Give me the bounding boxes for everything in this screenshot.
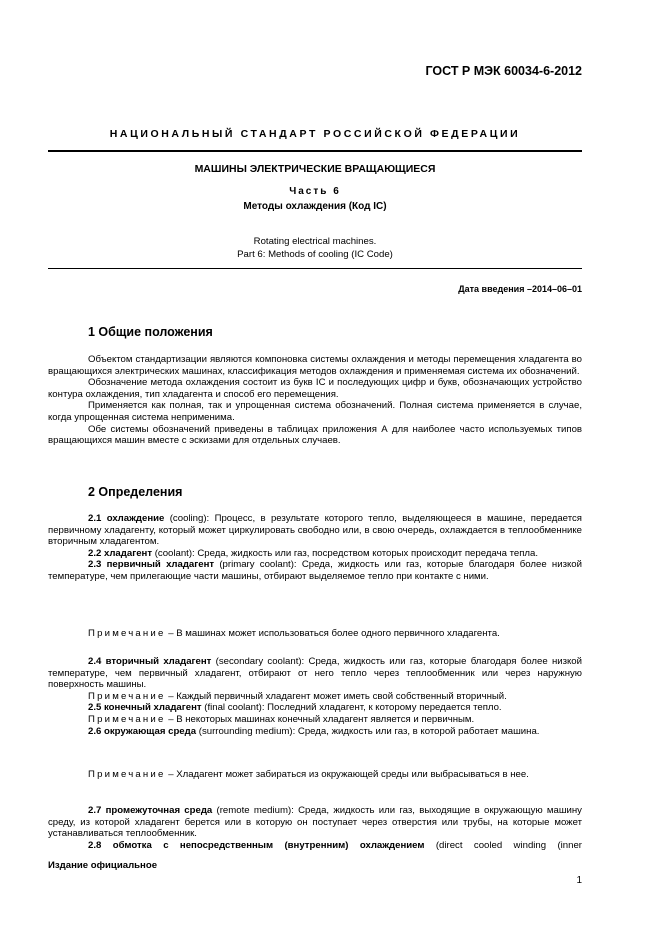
note-text: – В некоторых машинах конечный хладагент является и первичным. — [165, 713, 475, 725]
definition-text: (cooling): Процесс, в результате которого тепло, выделяющееся в машине, передается первичному хладагенту, который может циркулировать свободно или, в свою очередь, охлаждается в теплообменнике вторичным хладагентом. — [48, 513, 582, 548]
definition-term: 2.6 окружающая среда — [88, 725, 197, 737]
note-label: Примечание — [88, 769, 166, 780]
definitions-block-b — [48, 656, 582, 737]
middle-rule — [48, 268, 582, 269]
note-text: – В машинах может использоваться более одного первичного хладагента. — [165, 628, 500, 639]
section-1-body — [48, 354, 582, 447]
definition-2-1 — [48, 513, 582, 548]
definition-2-5 — [48, 702, 582, 714]
definition-text: (final coolant): Последний хладагент, к которому передается тепло. — [201, 702, 502, 714]
definition-2-2 — [48, 548, 582, 560]
definition-term: 2.1 охлаждение — [88, 513, 165, 524]
national-standard-title: НАЦИОНАЛЬНЫЙ СТАНДАРТ РОССИЙСКОЙ ФЕДЕРАЦИИ — [109, 128, 521, 140]
note-3 — [48, 714, 582, 726]
paragraph: Обе системы обозначений приведены в таблицах приложения А для наиболее часто используемых типов вращающихся машин вместе с эскизами для отдельных случаев. — [48, 423, 582, 447]
section-1-heading: 1 Общие положения — [88, 325, 213, 339]
paragraph: Обозначение метода охлаждения состоит из букв IC и последующих цифр и букв, обозначающих устройство контура охлаждения, тип хладагента и способ его перемещения. — [48, 377, 582, 400]
official-edition-label: Издание официальное — [48, 860, 158, 871]
note-2 — [48, 691, 582, 703]
section-2-heading: 2 Определения — [88, 485, 183, 499]
note-text: – Хладагент может забираться из окружающей среды или выбрасываться в нее. — [165, 769, 529, 780]
note-label: Примечание — [88, 713, 166, 725]
page-number: 1 — [576, 875, 582, 886]
english-title-line-2: Part 6: Methods of cooling (IC Code) — [237, 249, 393, 260]
part-label: Часть 6 — [289, 186, 341, 197]
definition-2-8 — [48, 840, 582, 852]
document-subtitle: Методы охлаждения (Код IC) — [243, 201, 387, 212]
introduction-date: Дата введения –2014–06–01 — [458, 284, 582, 294]
definition-text: (coolant): Среда, жидкость или газ, посредством которых происходит передача тепла. — [152, 547, 538, 559]
definition-term: 2.5 конечный хладагент — [88, 702, 202, 714]
definition-text: (direct cooled winding (inner — [424, 839, 583, 851]
note-text: – Каждый первичный хладагент может иметь свой собственный вторичный. — [165, 690, 507, 702]
note-label: Примечание — [88, 628, 166, 639]
definitions-block-a — [48, 513, 582, 583]
definition-term: 2.2 хладагент — [88, 547, 153, 559]
definition-text: (surrounding medium): Среда, жидкость или газ, в которой работает машина. — [196, 725, 540, 737]
definition-term: 2.8 обмотка с непосредственным (внутренним) охлаждением — [88, 839, 425, 851]
definition-text: (primary coolant): Среда, жидкость или газ, которые благодаря более низкой температуре, чем прилегающие части машины, отбирают выделяемое тепло при контакте с ними. — [48, 559, 582, 582]
note-4 — [48, 769, 582, 781]
definition-2-7 — [48, 805, 582, 840]
standard-number: ГОСТ Р МЭК 60034-6-2012 — [425, 64, 582, 78]
definition-2-4 — [48, 656, 582, 691]
paragraph: Применяется как полная, так и упрощенная система обозначений. Полная система применяется в случае, когда упрощенная система неприменима. — [48, 400, 582, 423]
definition-2-6 — [48, 726, 582, 738]
definition-text: (remote medium): Среда, жидкость или газ, выходящие в окружающую машину среду, из которой хладагент берется или в которую он поступает через отверстия или трубы, на которые может устанавливаться теплообменник. — [48, 805, 582, 840]
note-1 — [48, 628, 582, 640]
definition-term: 2.3 первичный хладагент — [88, 559, 215, 571]
definition-term: 2.4 вторичный хладагент — [88, 656, 212, 667]
definition-term: 2.7 промежуточная среда — [88, 805, 213, 816]
definitions-block-c — [48, 805, 582, 851]
note-label: Примечание — [88, 690, 166, 702]
top-rule — [48, 150, 582, 152]
document-title: МАШИНЫ ЭЛЕКТРИЧЕСКИЕ ВРАЩАЮЩИЕСЯ — [194, 163, 436, 175]
definition-text: (secondary coolant): Среда, жидкость или газ, которые благодаря более низкой температуре, чем первичный хладагент, отбирают от него тепло через теплообменник или через наружную поверхность машины. — [48, 656, 583, 691]
paragraph: Объектом стандартизации являются компоновка системы охлаждения и методы перемещения хладагента во вращающихся электрических машинах, классификация методов охлаждения и применяемая система их обозначений. — [48, 354, 582, 377]
definition-2-3 — [48, 559, 582, 582]
english-title-line-1: Rotating electrical machines. — [253, 236, 377, 247]
